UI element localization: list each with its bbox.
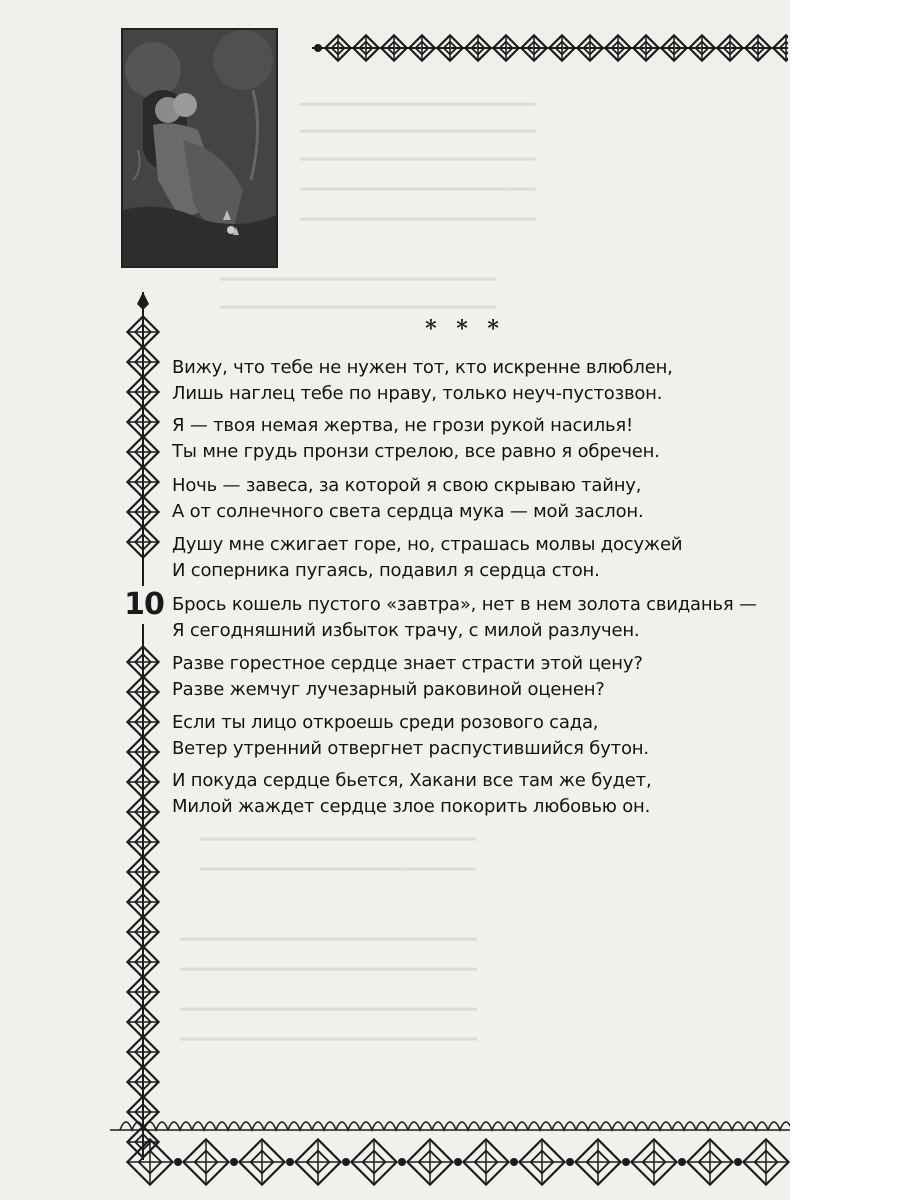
poem-line: Если ты лицо откроешь среди розового сада,	[172, 712, 599, 733]
couplet	[172, 413, 772, 465]
top-ornament-border	[312, 26, 788, 70]
poem-line: Ты мне грудь пронзи стрелою, все равно я обречен.	[172, 441, 660, 462]
poem-line: Я сегодняшний избыток трачу, с милой разлучен.	[172, 620, 640, 641]
couplet	[172, 651, 772, 703]
poem-line: Милой жаждет сердце злое покорить любовью он.	[172, 796, 651, 817]
left-ornament-border	[122, 292, 164, 1160]
poem-line: А от солнечного света сердца мука — мой заслон.	[172, 501, 644, 522]
page-number: 10	[124, 587, 164, 622]
poem-line: Брось кошель пустого «завтра», нет в нем золота свиданья —	[172, 594, 757, 615]
couplet	[172, 532, 772, 584]
poem-line: Ночь — завеса, за которой я свою скрываю тайну,	[172, 475, 642, 496]
couplet	[172, 768, 772, 820]
poem-line: Разве жемчуг лучезарный раковиной оценен?	[172, 679, 605, 700]
poem-line: Лишь наглец тебе по нраву, только неуч-пустозвон.	[172, 383, 663, 404]
poem-line: Разве горестное сердце знает страсти этой цену?	[172, 653, 643, 674]
poem-line: Я — твоя немая жертва, не грози рукой насилья!	[172, 415, 634, 436]
couplet	[172, 592, 772, 644]
poem-line: Вижу, что тебе не нужен тот, кто искренне влюблен,	[172, 357, 673, 378]
poem-line: Ветер утренний отвергнет распустившийся бутон.	[172, 738, 649, 759]
bottom-ornament-border	[110, 1100, 790, 1195]
section-separator: * * *	[425, 316, 505, 342]
poem-line: И покуда сердце бьется, Хакани все там же будет,	[172, 770, 652, 791]
miniature-illustration	[121, 28, 278, 268]
poem-line: Душу мне сжигает горе, но, страшась молвы досужей	[172, 534, 683, 555]
poem-line: И соперника пугаясь, подавил я сердца стон.	[172, 560, 600, 581]
couplet	[172, 473, 772, 525]
page-margin	[790, 0, 900, 1200]
couplet	[172, 355, 772, 407]
couplet	[172, 710, 772, 762]
